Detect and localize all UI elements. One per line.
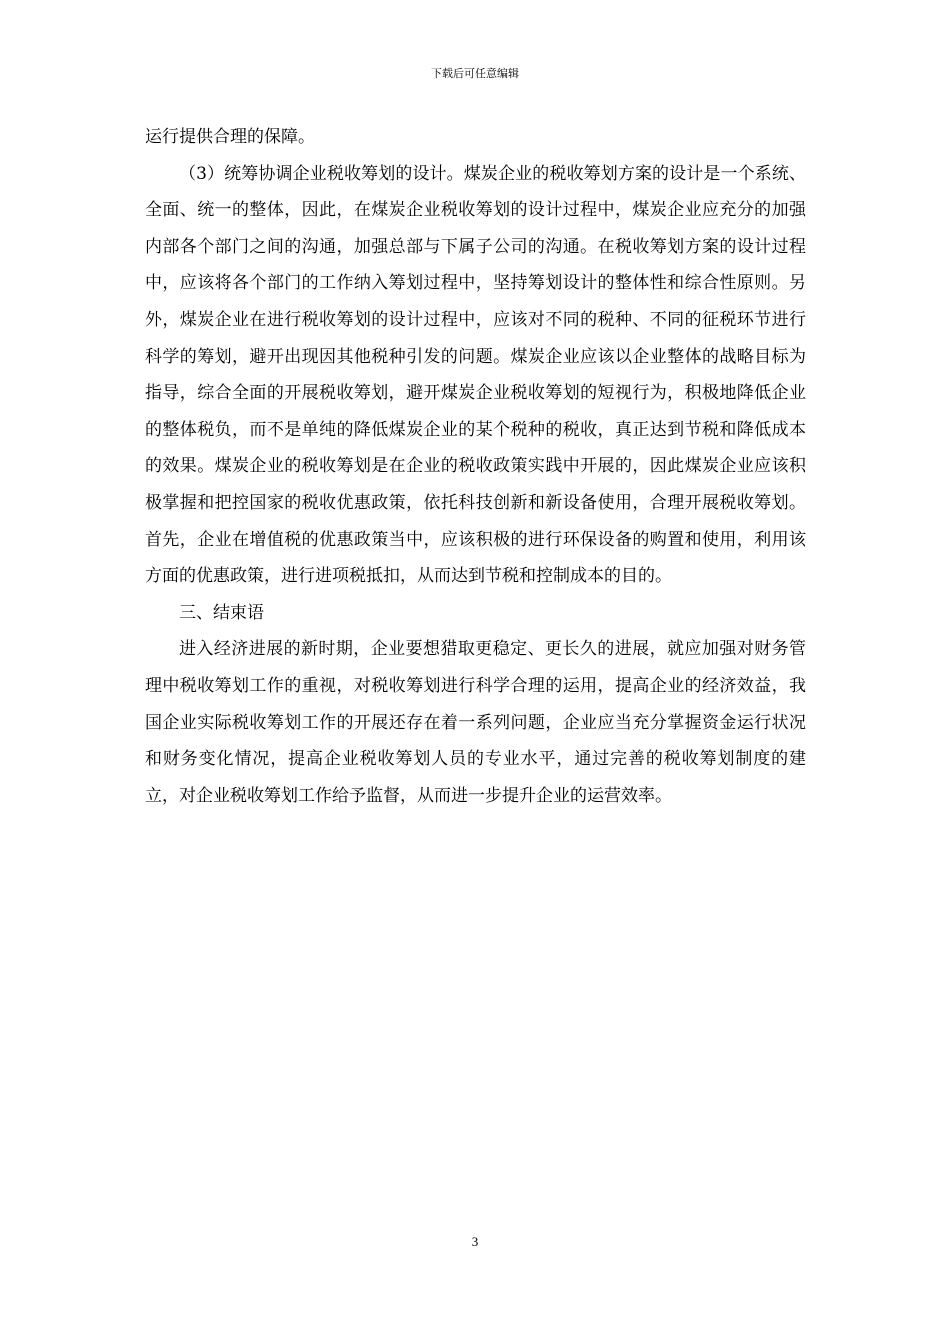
document-body bbox=[145, 119, 806, 814]
page-header: 下载后可任意编辑 bbox=[431, 67, 519, 80]
paragraph-conclusion: 进入经济进展的新时期，企业要想猎取更稳定、更长久的进展，就应加强对财务管理中税收筹划工作的重视，对税收筹划进行科学合理的运用，提高企业的经济效益，我国企业实际税收筹划工作的开展还存在着一系列问题，企业应当充分掌握资金运行状况和财务变化情况，提高企业税收筹划人员的专业水平，通过完善的税收筹划制度的建立，对企业税收筹划工作给予监督，从而进一步提升企业的运营效率。 bbox=[145, 639, 806, 806]
page-number: 3 bbox=[471, 1234, 479, 1249]
section-heading-conclusion: 三、结束语 bbox=[179, 602, 264, 623]
paragraph-continuation: 运行提供合理的保障。 bbox=[145, 127, 315, 147]
paragraph-tax-planning-design: （3）统筹协调企业税收筹划的设计。煤炭企业的税收筹划方案的设计是一个系统、全面、统一的整体，因此，在煤炭企业税收筹划的设计过程中，煤炭企业应充分的加强内部各个部门之间的沟通，加强总部与下属子公司的沟通。在税收筹划方案的设计过程中，应该将各个部门的工作纳入筹划过程中，坚持筹划设计的整体性和综合性原则。另外，煤炭企业在进行税收筹划的设计过程中，应该对不同的税种、不同的征税环节进行科学的筹划，避开出现因其他税种引发的问题。煤炭企业应该以企业整体的战略目标为指导，综合全面的开展税收筹划，避开煤炭企业税收筹划的短视行为，积极地降低企业的整体税负，而不是单纯的降低煤炭企业的某个税种的税收，真正达到节税和降低成本的效果。煤炭企业的税收筹划是在企业的税收政策实践中开展的，因此煤炭企业应该积极掌握和把控国家的税收优惠政策，依托科技创新和新设备使用，合理开展税收筹划。首先，企业在增值税的优惠政策当中，应该积极的进行环保设备的购置和使用，利用该方面的优惠政策，进行进项税抵扣，从而达到节税和控制成本的目的。 bbox=[145, 163, 806, 587]
